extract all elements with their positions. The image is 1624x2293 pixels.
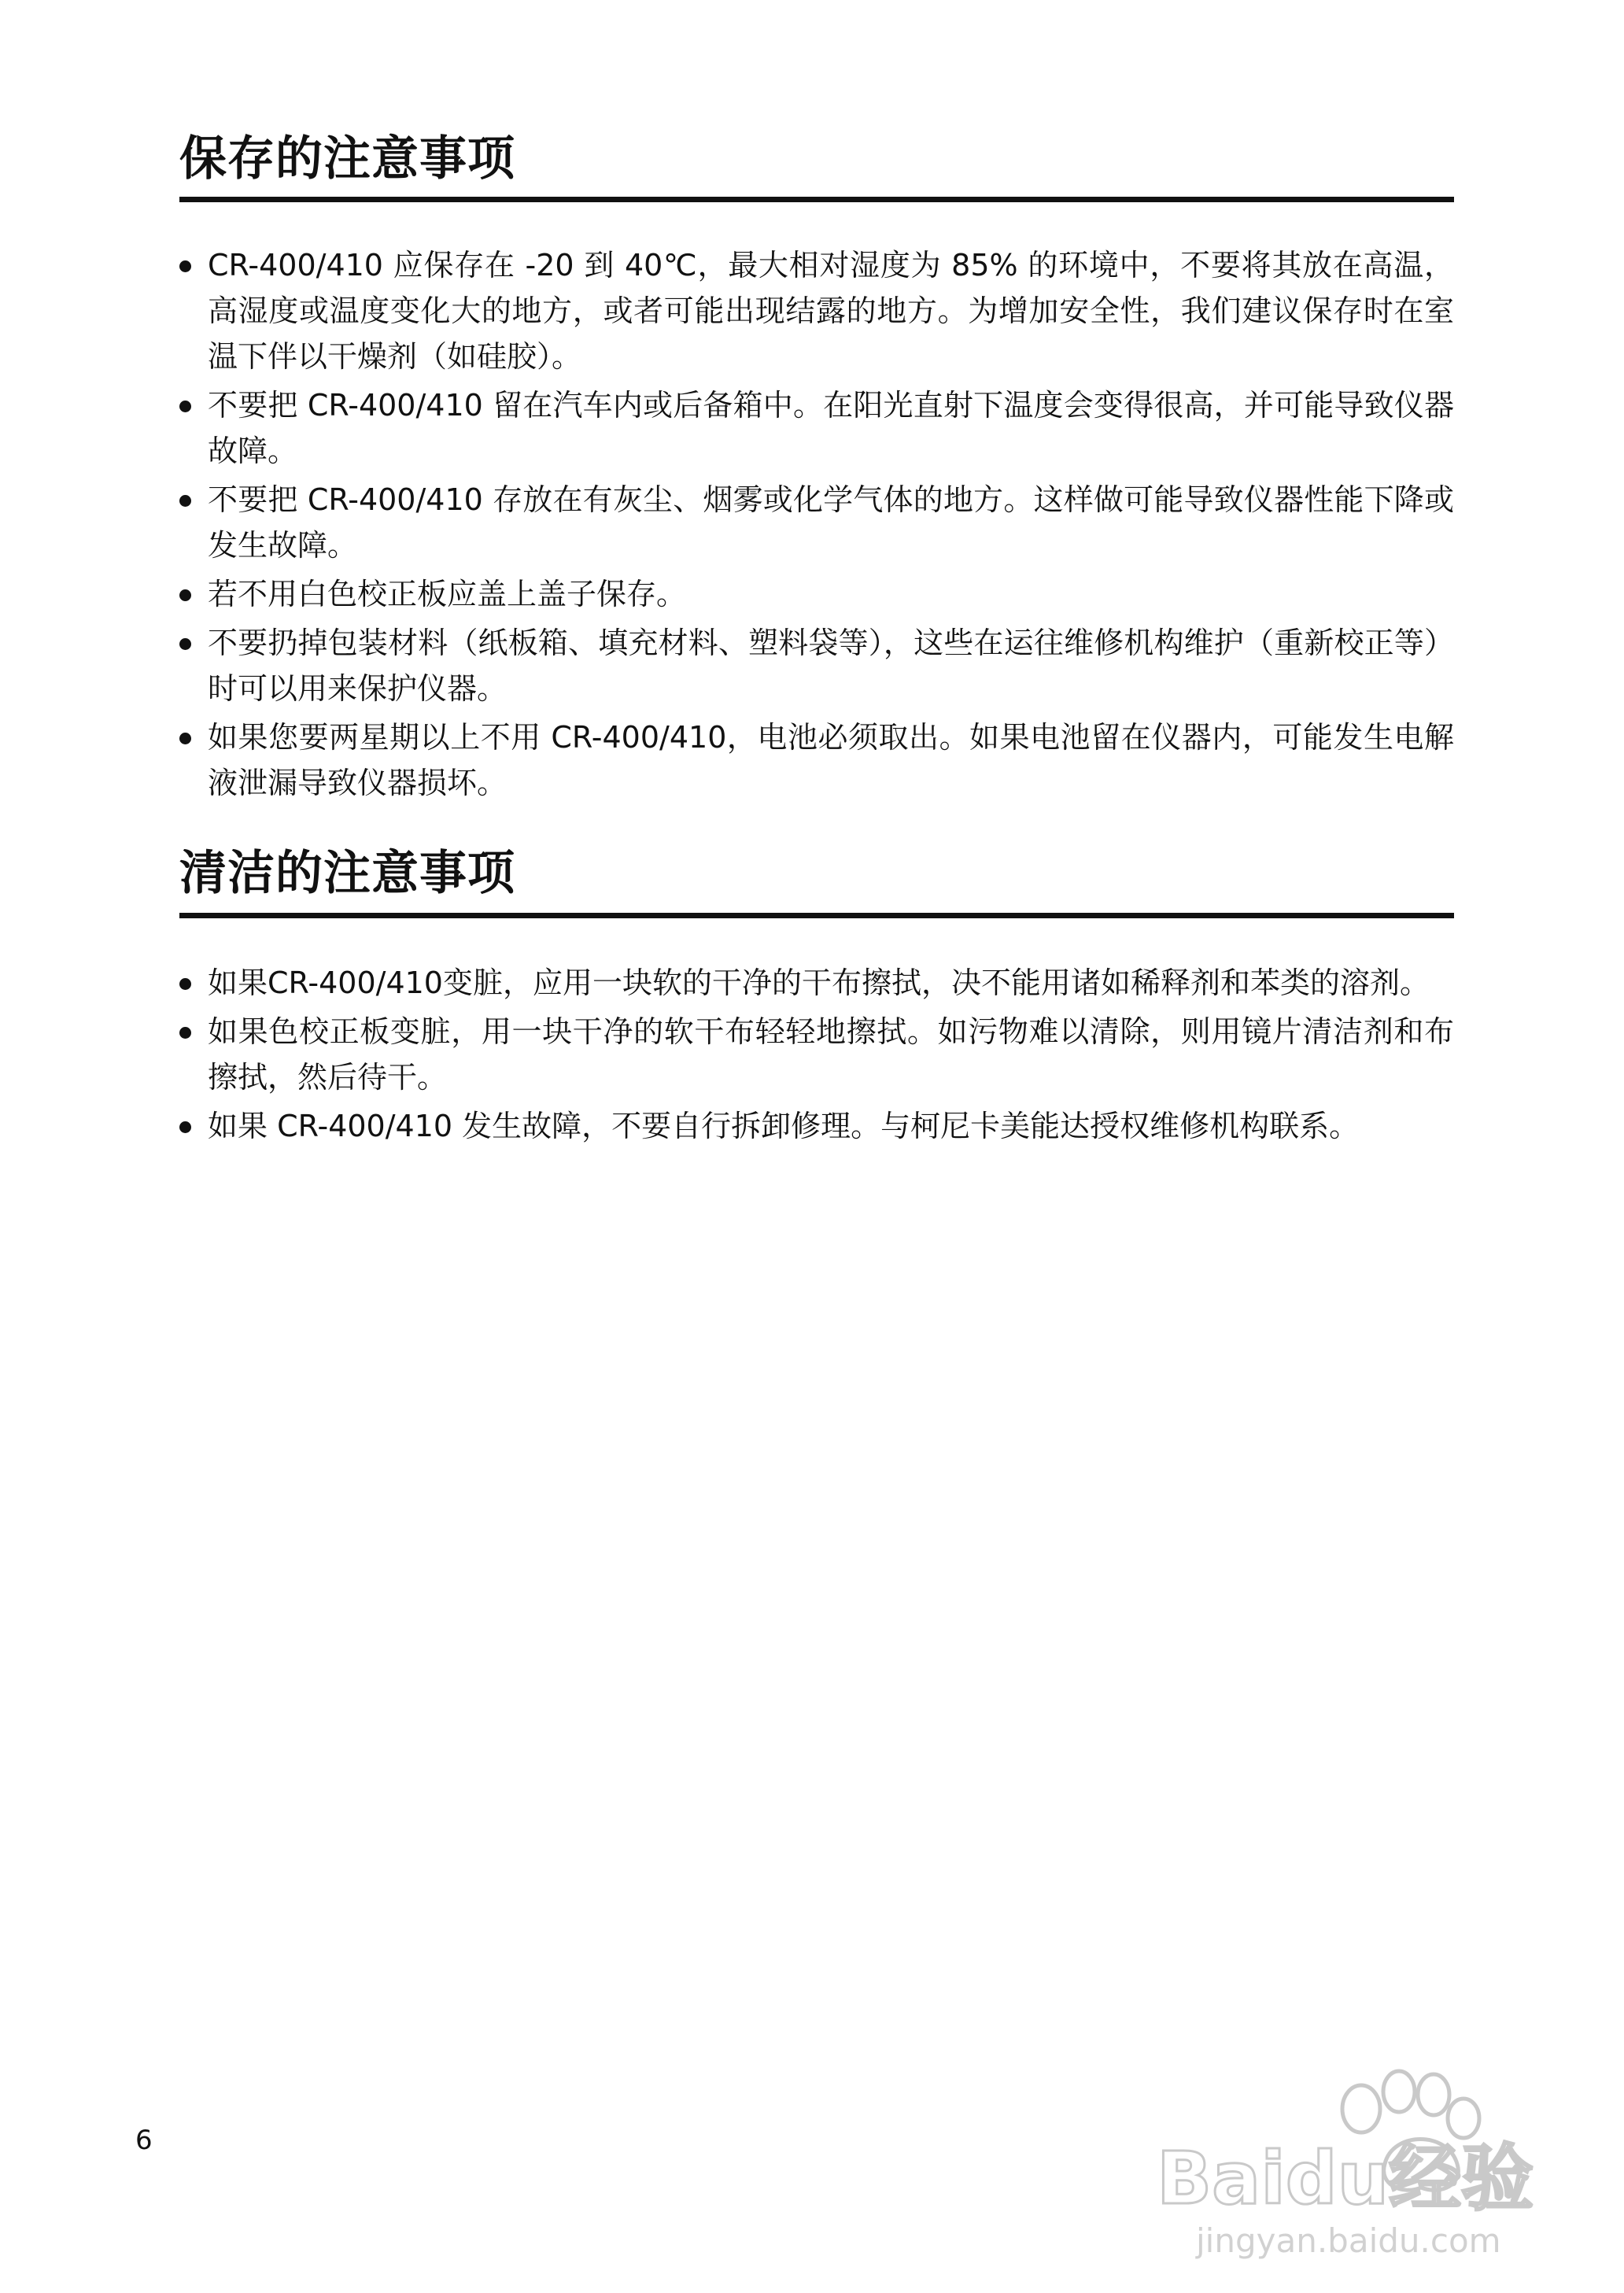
bullet-icon xyxy=(179,1027,191,1039)
list-item-text: 如果CR-400/410变脏，应用一块软的干净的干布擦拭，决不能用诸如稀释剂和苯类的溶剂。 xyxy=(208,966,1430,1000)
list-item-text: 如果您要两星期以上不用 CR-400/410，电池必须取出。如果电池留在仪器内，可能发生电解液泄漏导致仪器损坏。 xyxy=(208,720,1454,800)
list-item xyxy=(179,620,1454,711)
list-item xyxy=(179,571,1454,617)
bullet-icon xyxy=(179,978,191,990)
list-item xyxy=(179,1009,1454,1100)
list-item-text: 不要扔掉包装材料（纸板箱、填充材料、塑料袋等），这些在运往维修机构维护（重新校正等）时可以用来保护仪器。 xyxy=(208,626,1454,706)
baidu-watermark xyxy=(1149,2046,1558,2266)
bullet-icon xyxy=(179,495,191,507)
bullet-icon xyxy=(179,401,191,412)
list-item-text: 不要把 CR-400/410 留在汽车内或后备箱中。在阳光直射下温度会变得很高，并可能导致仪器故障。 xyxy=(208,388,1454,468)
bullet-icon xyxy=(179,733,191,744)
cleaning-heading-rule xyxy=(179,913,1454,918)
list-item xyxy=(179,960,1454,1006)
list-item-text: 不要把 CR-400/410 存放在有灰尘、烟雾或化学气体的地方。这样做可能导致仪器性能下降或发生故障。 xyxy=(208,482,1454,563)
list-item-text: CR-400/410 应保存在 -20 到 40℃，最大相对湿度为 85% 的环境中，不要将其放在高温，高湿度或温度变化大的地方，或者可能出现结露的地方。为增加安全性，我们建议保存时在室温下伴以干燥剂（如硅胶）。 xyxy=(208,248,1454,374)
storage-heading-rule xyxy=(179,197,1454,202)
bullet-icon xyxy=(179,589,191,601)
watermark-url: jingyan.baidu.com xyxy=(1196,2221,1501,2260)
watermark-brand: Baidu经验 xyxy=(1157,2136,1534,2221)
bullet-icon xyxy=(179,638,191,650)
bullet-icon xyxy=(179,1121,191,1133)
list-item xyxy=(179,714,1454,806)
storage-heading: 保存的注意事项 xyxy=(179,131,515,186)
list-item xyxy=(179,477,1454,568)
storage-list xyxy=(179,242,1454,809)
list-item-text: 若不用白色校正板应盖上盖子保存。 xyxy=(208,577,687,611)
cleaning-list xyxy=(179,960,1454,1152)
list-item-text: 如果 CR-400/410 发生故障，不要自行拆卸修理。与柯尼卡美能达授权维修机构联系。 xyxy=(208,1109,1360,1143)
cleaning-heading: 清洁的注意事项 xyxy=(179,846,515,901)
list-item xyxy=(179,382,1454,474)
list-item xyxy=(179,242,1454,379)
list-item-text: 如果色校正板变脏，用一块干净的软干布轻轻地擦拭。如污物难以清除，则用镜片清洁剂和布擦拭，然后待干。 xyxy=(208,1014,1454,1095)
list-item xyxy=(179,1103,1454,1149)
page-number: 6 xyxy=(135,2125,153,2156)
bullet-icon xyxy=(179,260,191,272)
